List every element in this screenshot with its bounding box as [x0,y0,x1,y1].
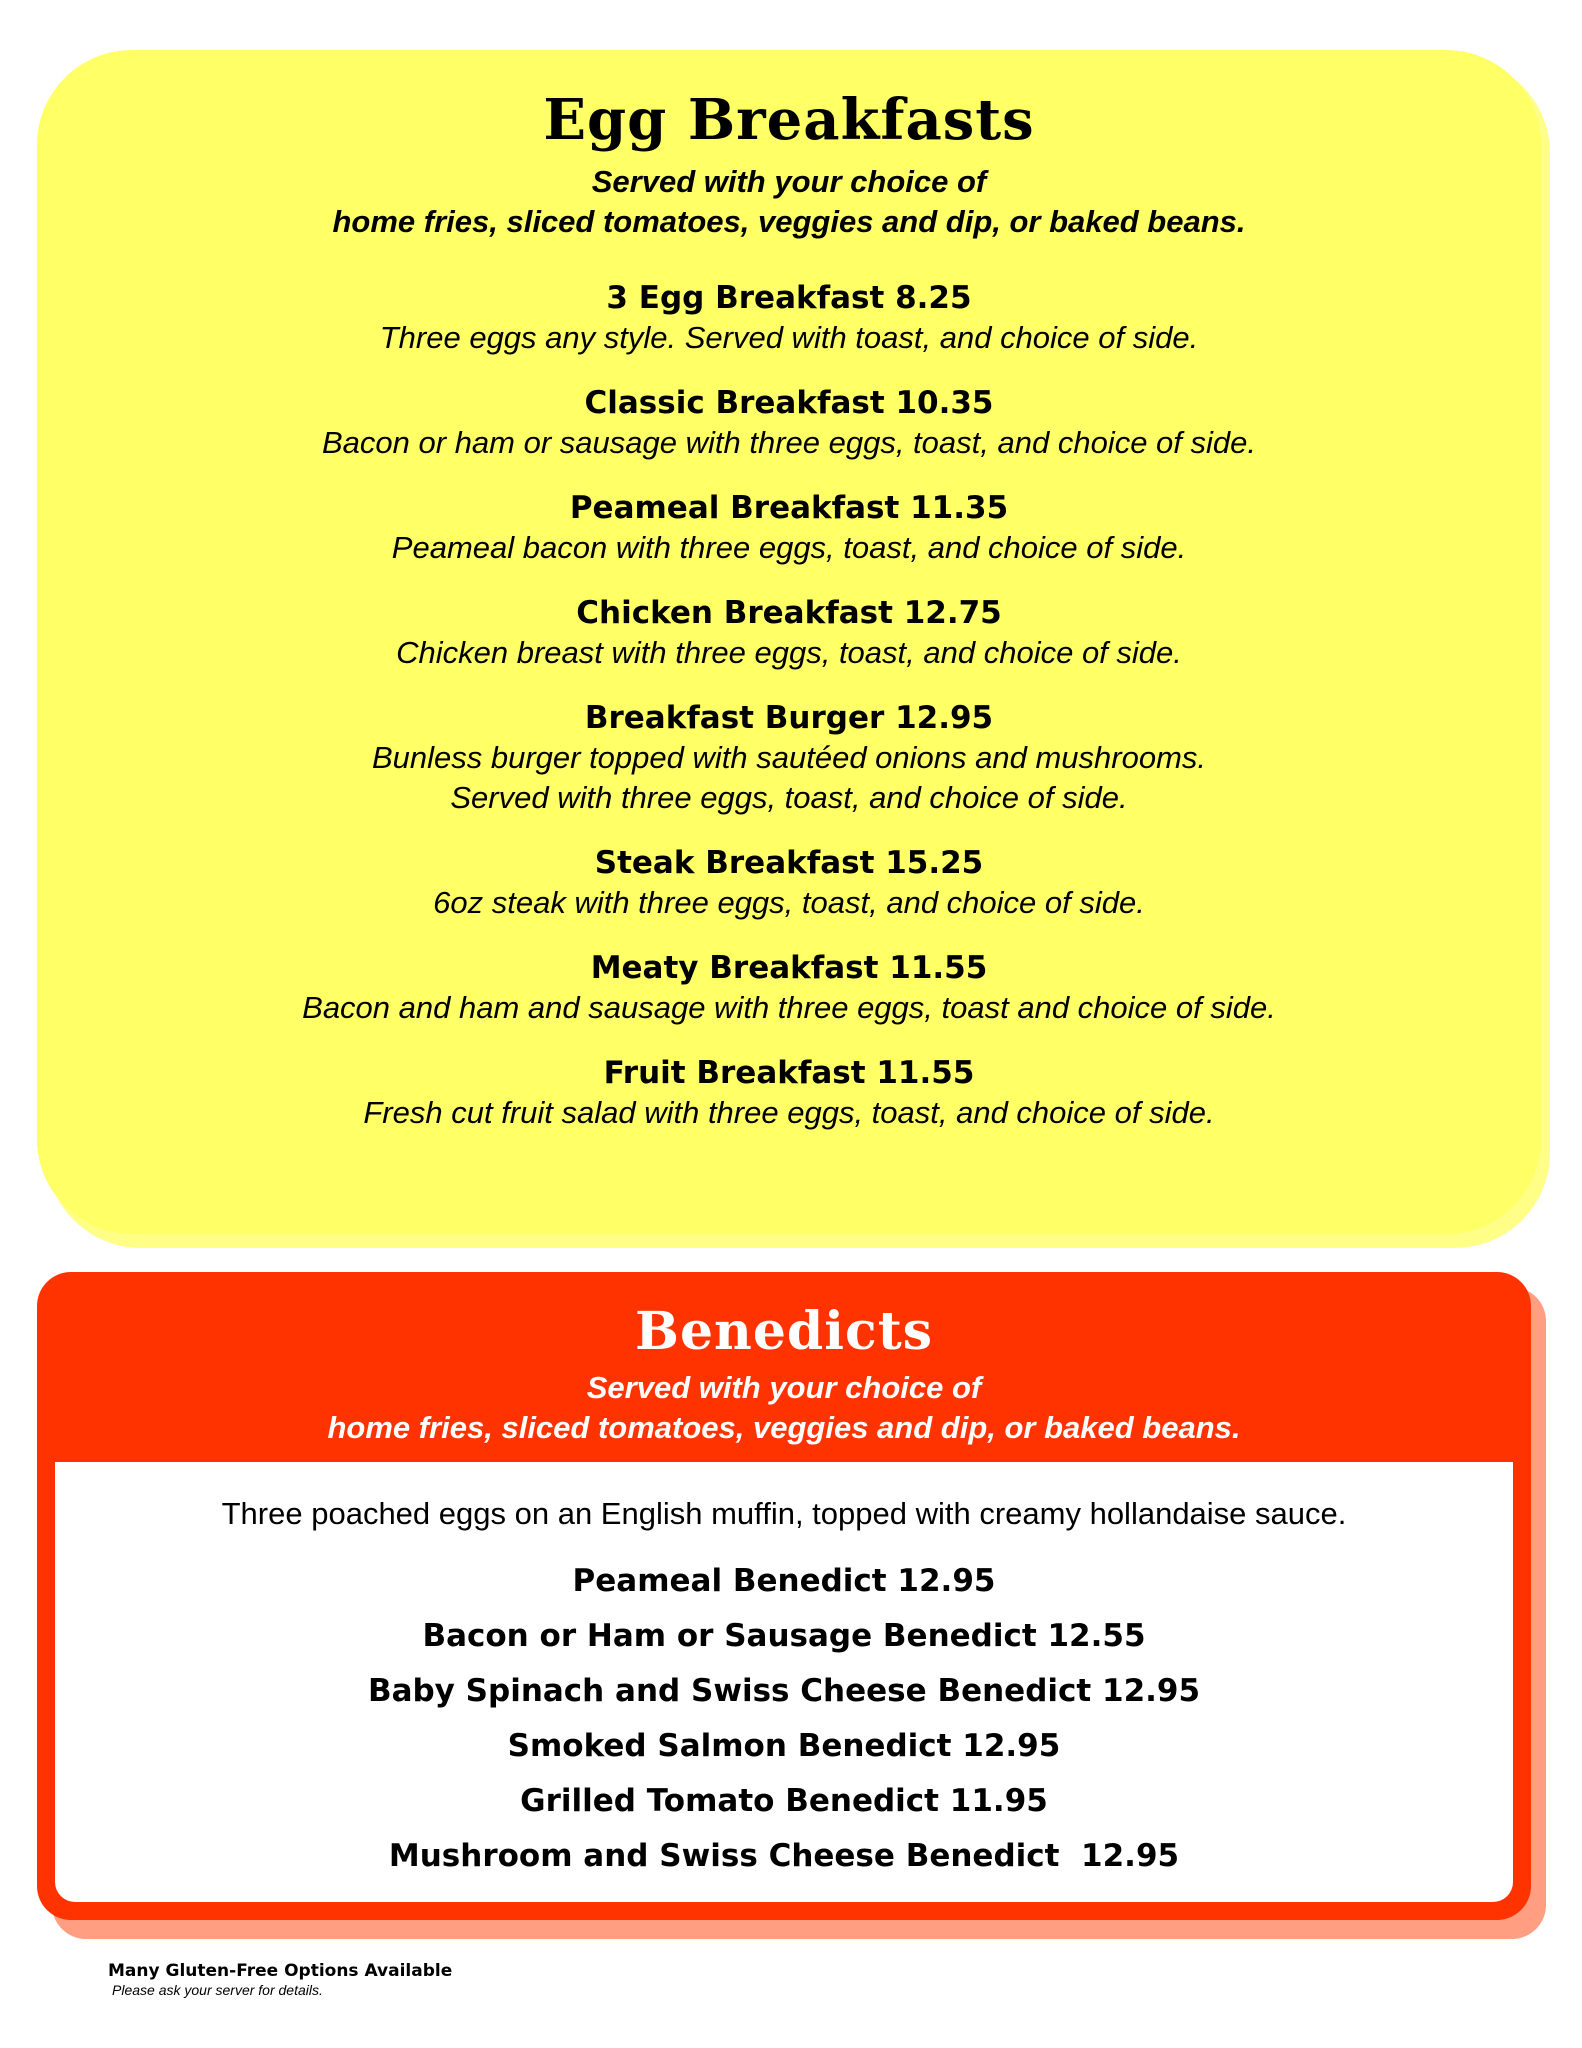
gluten-free-note: Many Gluten-Free Options Available [108,1961,453,1981]
menu-item [37,488,1541,568]
egg-subtitle-line-2: home fries, sliced tomatoes, veggies and dip, or baked beans. [332,204,1246,239]
menu-item [37,383,1541,463]
benedicts-intro: Three poached eggs on an English muffin, topped with creamy hollandaise sauce. [221,1496,1347,1531]
egg-breakfasts-subtitle [37,162,1541,242]
menu-item-description: Three eggs any style. Served with toast, and choice of side. [379,320,1199,355]
menu-item-description: Served with three eggs, toast, and choice of side. [450,780,1128,815]
menu-item-description: Bunless burger topped with sautéed onions and mushrooms. [371,740,1207,775]
menu-item-name: Fruit Breakfast 11.55 [603,1055,975,1091]
menu-item-name: 3 Egg Breakfast 8.25 [606,280,972,316]
benedicts-subtitle-line-2: home fries, sliced tomatoes, veggies and dip, or baked beans. [327,1410,1241,1445]
benedict-item: Bacon or Ham or Sausage Benedict 12.55 [422,1618,1146,1654]
menu-item-description: Chicken breast with three eggs, toast, and choice of side. [396,635,1182,670]
menu-item-name: Chicken Breakfast 12.75 [576,595,1002,631]
menu-item [37,593,1541,673]
egg-breakfasts-panel [37,50,1541,1234]
menu-item-description: Bacon and ham and sausage with three eggs, toast and choice of side. [302,990,1276,1025]
benedicts-subtitle-line-1: Served with your choice of [586,1370,982,1405]
menu-item [37,278,1541,358]
gluten-free-subnote: Please ask your server for details. [112,1982,323,1998]
menu-item-name: Breakfast Burger 12.95 [584,700,994,736]
menu-item-description: Bacon or ham or sausage with three eggs, toast, and choice of side. [322,425,1256,460]
benedict-item: Smoked Salmon Benedict 12.95 [507,1728,1061,1764]
benedict-item: Mushroom and Swiss Cheese Benedict 12.95 [388,1838,1180,1874]
menu-item-name: Steak Breakfast 15.25 [594,845,984,881]
benedicts-panel [37,1272,1531,1920]
menu-item-description: 6oz steak with three eggs, toast, and choice of side. [433,885,1145,920]
menu-item [37,948,1541,1028]
menu-item-description: Peameal bacon with three eggs, toast, and choice of side. [391,530,1187,565]
menu-item [37,1053,1541,1133]
benedicts-subtitle [37,1368,1531,1448]
menu-item-description: Fresh cut fruit salad with three eggs, toast, and choice of side. [363,1095,1215,1130]
benedict-item: Grilled Tomato Benedict 11.95 [520,1783,1048,1819]
menu-item-name: Classic Breakfast 10.35 [584,385,994,421]
benedict-item: Baby Spinach and Swiss Cheese Benedict 12.95 [367,1673,1201,1709]
benedicts-title: Benedicts [635,1301,933,1362]
egg-subtitle-line-1: Served with your choice of [591,164,987,199]
benedicts-content-box [55,1462,1513,1902]
menu-item-name: Meaty Breakfast 11.55 [590,950,988,986]
egg-breakfasts-title: Egg Breakfasts [543,87,1035,153]
benedicts-list [55,1554,1513,1884]
benedict-item: Peameal Benedict 12.95 [572,1563,996,1599]
menu-item-name: Peameal Breakfast 11.35 [569,490,1009,526]
egg-breakfasts-list [37,278,1541,1158]
menu-item [37,698,1541,818]
menu-item [37,843,1541,923]
